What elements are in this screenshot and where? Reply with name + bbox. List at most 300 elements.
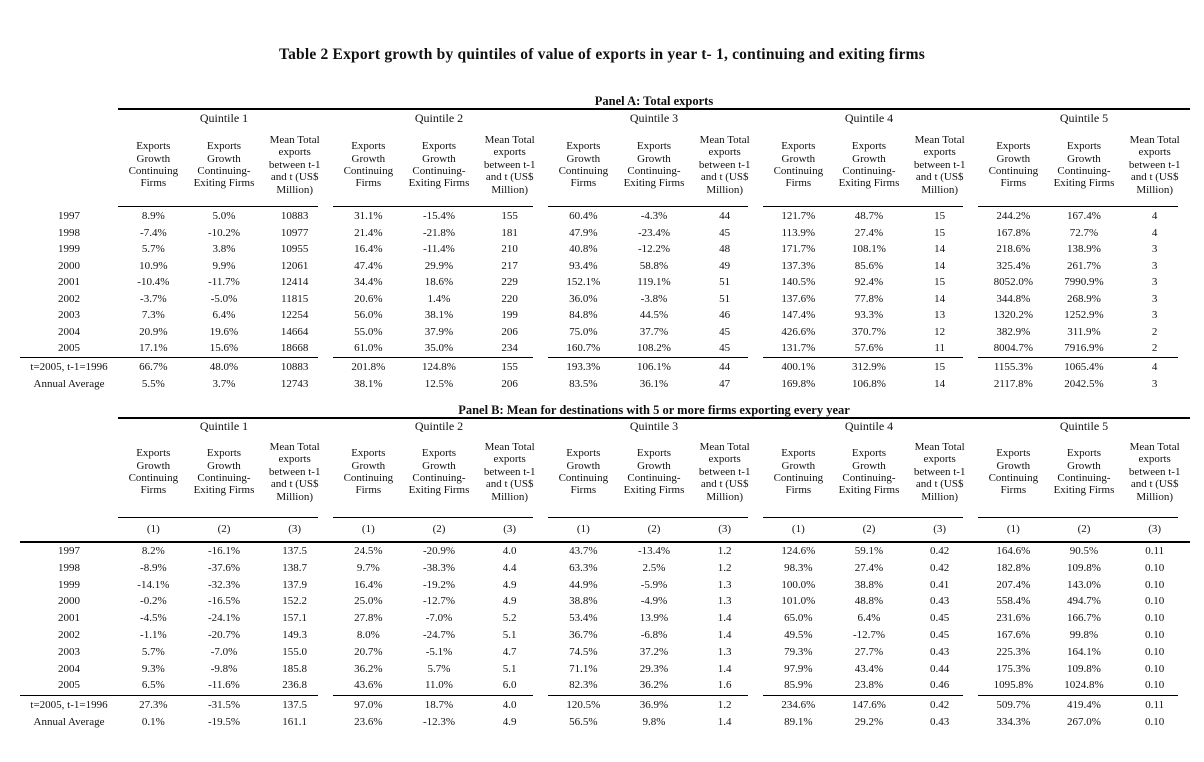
data-cell: 1.4% <box>427 292 451 305</box>
data-cell: 40.8% <box>569 243 598 255</box>
data-cell: 27.8% <box>354 612 383 625</box>
data-cell: 85.6% <box>854 259 884 272</box>
row-label: 2000 <box>58 595 80 608</box>
data-cell: 109.8% <box>1067 662 1101 675</box>
data-cell: 66.7% <box>139 361 168 373</box>
column-header <box>904 128 975 202</box>
column-header <box>1049 128 1120 202</box>
data-cell: 267.0% <box>1067 715 1101 728</box>
column-header-text: Exports Growth Continuing Firms <box>343 140 394 190</box>
data-cell: 15 <box>934 276 946 288</box>
data-cell: 169.8% <box>781 377 816 390</box>
data-cell: 21.4% <box>354 226 383 239</box>
data-cell: 38.1% <box>424 309 454 321</box>
data-cell: 27.7% <box>854 645 884 658</box>
data-cell: -12.7% <box>852 629 886 641</box>
data-cell: 29.3% <box>639 662 669 675</box>
column-header-text: Exports Growth Continuing Firms <box>773 447 824 497</box>
data-cell: 8.0% <box>356 629 380 641</box>
data-cell: -4.5% <box>140 612 167 625</box>
data-cell: 0.10 <box>1145 612 1165 625</box>
table-rule <box>548 206 748 207</box>
column-header <box>474 435 545 509</box>
data-cell: 4.9 <box>502 595 517 608</box>
row-label: t=2005, t-1=1996 <box>30 699 108 711</box>
data-cell: 5.0% <box>212 210 236 222</box>
column-header <box>834 128 905 202</box>
data-cell: -10.2% <box>207 226 241 239</box>
column-number: (2) <box>432 523 446 535</box>
data-cell: 29.9% <box>424 259 454 272</box>
data-cell: -7.0% <box>210 645 238 658</box>
data-cell: 558.4% <box>996 595 1031 608</box>
data-cell: 11815 <box>281 292 309 305</box>
data-cell: 0.46 <box>930 679 950 692</box>
quintile-label: Quintile 4 <box>844 111 894 125</box>
column-header <box>689 435 760 509</box>
data-cell: 56.0% <box>354 309 383 321</box>
data-cell: -7.0% <box>425 612 453 625</box>
data-cell: -11.6% <box>208 679 240 692</box>
data-cell: 5.5% <box>141 377 165 390</box>
data-cell: 494.7% <box>1067 595 1101 608</box>
data-cell: 1.4 <box>717 612 732 625</box>
panel-b <box>0 401 1204 737</box>
data-cell: 12254 <box>280 309 309 321</box>
column-number: (2) <box>1077 523 1091 535</box>
data-cell: 15 <box>934 361 946 373</box>
column-header <box>474 128 545 202</box>
data-cell: 100.0% <box>781 578 816 591</box>
data-cell: 140.5% <box>781 276 816 288</box>
data-cell: 382.9% <box>996 325 1031 338</box>
data-cell: 10977 <box>280 226 309 239</box>
column-header <box>548 128 619 202</box>
quintile-label: Quintile 2 <box>414 419 464 433</box>
data-cell: 49 <box>719 259 731 272</box>
column-number: (1) <box>791 523 805 535</box>
data-cell: 124.8% <box>422 361 456 373</box>
data-cell: 4 <box>1151 361 1158 373</box>
data-cell: 12061 <box>280 259 309 272</box>
data-cell: 0.41 <box>930 578 950 591</box>
data-cell: 210 <box>501 243 518 255</box>
quintile-label: Quintile 3 <box>629 111 679 125</box>
data-cell: 106.1% <box>637 361 671 373</box>
data-cell: 137.5 <box>282 699 308 711</box>
column-header <box>978 128 1049 202</box>
data-cell: 1.2 <box>717 545 732 557</box>
data-cell: 51 <box>719 292 731 305</box>
column-header <box>763 128 834 202</box>
data-cell: -19.5% <box>207 715 241 728</box>
data-cell: 99.8% <box>1069 629 1099 641</box>
data-cell: 0.45 <box>930 629 950 641</box>
column-number: (2) <box>647 523 661 535</box>
data-cell: 229 <box>501 276 518 288</box>
data-cell: 57.6% <box>854 342 884 354</box>
data-cell: 77.8% <box>854 292 884 305</box>
data-cell: 9.7% <box>356 561 380 574</box>
data-cell: 49.5% <box>784 629 813 641</box>
data-cell: 167.4% <box>1067 210 1101 222</box>
column-header-text: Exports Growth Continuing Firms <box>128 140 179 190</box>
table-rule <box>20 695 318 696</box>
data-cell: 344.8% <box>996 292 1031 305</box>
data-cell: 0.10 <box>1145 629 1165 641</box>
column-header-text: Exports Growth Continuing-Exiting Firms <box>838 447 900 497</box>
data-cell: 48.7% <box>854 210 884 222</box>
data-cell: 25.0% <box>354 595 383 608</box>
data-cell: 7916.9% <box>1064 342 1104 354</box>
data-cell: 58.8% <box>639 259 669 272</box>
data-cell: 9.9% <box>212 259 236 272</box>
data-cell: 138.9% <box>1067 243 1101 255</box>
data-cell: -37.6% <box>207 561 241 574</box>
data-cell: 312.9% <box>852 361 886 373</box>
data-cell: 12 <box>934 325 946 338</box>
data-cell: 0.43 <box>930 595 950 608</box>
table-rule <box>763 695 963 696</box>
data-cell: 268.9% <box>1067 292 1101 305</box>
column-header-text: Exports Growth Continuing-Exiting Firms <box>408 140 470 190</box>
data-cell: 1.2 <box>717 699 732 711</box>
data-cell: 92.4% <box>854 276 884 288</box>
column-header <box>548 435 619 509</box>
column-number: (1) <box>576 523 590 535</box>
data-cell: 15 <box>934 226 946 239</box>
data-cell: 1.2 <box>717 561 732 574</box>
data-cell: 3 <box>1151 292 1158 305</box>
column-header <box>1119 128 1190 202</box>
row-label: 2004 <box>58 662 80 675</box>
data-cell: 1155.3% <box>993 361 1033 373</box>
data-cell: -3.7% <box>140 292 167 305</box>
data-cell: 16.4% <box>354 578 383 591</box>
data-cell: -5.0% <box>210 292 238 305</box>
data-cell: 10883 <box>280 210 309 222</box>
data-cell: -5.9% <box>640 578 668 591</box>
data-cell: 0.10 <box>1145 645 1165 658</box>
row-label: 2003 <box>58 309 80 321</box>
column-header-text: Exports Growth Continuing-Exiting Firms <box>193 140 255 190</box>
data-cell: 0.11 <box>1145 545 1165 557</box>
column-number: (1) <box>1006 523 1020 535</box>
row-label: 2005 <box>58 342 80 354</box>
column-header-text: Exports Growth Continuing-Exiting Firms <box>193 447 255 497</box>
column-header-text: Exports Growth Continuing-Exiting Firms <box>623 447 685 497</box>
data-cell: 244.2% <box>996 210 1031 222</box>
data-cell: -23.4% <box>637 226 671 239</box>
data-cell: 36.0% <box>569 292 598 305</box>
data-cell: 82.3% <box>569 679 598 692</box>
table-rule <box>333 357 533 358</box>
data-cell: 36.2% <box>354 662 383 675</box>
data-cell: 185.8 <box>282 662 308 675</box>
data-cell: 36.1% <box>639 377 669 390</box>
data-cell: 220 <box>501 292 518 305</box>
panel-caption: Panel A: Total exports <box>594 94 714 108</box>
data-cell: 20.7% <box>354 645 383 658</box>
data-cell: -9.8% <box>210 662 238 675</box>
data-cell: 1.4 <box>717 662 732 675</box>
data-cell: -11.4% <box>423 243 455 255</box>
data-cell: 166.7% <box>1067 612 1101 625</box>
column-header-text: Mean Total exports between t-1 and t (US$ Million) <box>1128 440 1181 503</box>
table-rule <box>118 517 318 518</box>
data-cell: 400.1% <box>781 361 816 373</box>
data-cell: 182.8% <box>996 561 1031 574</box>
data-cell: 0.42 <box>930 545 950 557</box>
data-cell: 72.7% <box>1069 226 1099 239</box>
data-cell: -38.3% <box>422 561 456 574</box>
data-cell: 181 <box>501 226 518 239</box>
data-cell: 75.0% <box>569 325 598 338</box>
column-header <box>763 435 834 509</box>
data-cell: 0.11 <box>1145 699 1165 711</box>
data-cell: 93.4% <box>569 259 598 272</box>
data-cell: 24.5% <box>354 545 383 557</box>
data-cell: -6.8% <box>640 629 668 641</box>
data-cell: 3 <box>1151 243 1158 255</box>
data-cell: 106.8% <box>852 377 886 390</box>
column-header-text: Exports Growth Continuing Firms <box>558 447 609 497</box>
data-cell: 121.7% <box>781 210 816 222</box>
data-cell: 6.0 <box>502 679 517 692</box>
column-header-text: Mean Total exports between t-1 and t (US$ Million) <box>1128 133 1181 196</box>
data-cell: 206 <box>501 377 518 390</box>
data-cell: 206 <box>501 325 518 338</box>
data-cell: 3 <box>1151 259 1158 272</box>
data-cell: 59.1% <box>854 545 884 557</box>
data-cell: 5.1 <box>502 629 517 641</box>
data-cell: 120.5% <box>566 699 601 711</box>
data-cell: 4 <box>1151 226 1158 239</box>
data-cell: 334.3% <box>996 715 1031 728</box>
data-cell: 18.7% <box>424 699 454 711</box>
data-cell: 1.4 <box>717 629 732 641</box>
table-rule <box>763 517 963 518</box>
data-cell: 65.0% <box>784 612 813 625</box>
data-cell: 5.1 <box>502 662 517 675</box>
table-rule <box>118 206 318 207</box>
data-cell: 419.4% <box>1067 699 1101 711</box>
data-cell: 175.3% <box>996 662 1031 675</box>
data-cell: 152.2 <box>282 595 308 608</box>
data-cell: 0.10 <box>1145 561 1165 574</box>
data-cell: 90.5% <box>1069 545 1099 557</box>
table-rule <box>333 695 533 696</box>
data-cell: 2.5% <box>642 561 666 574</box>
data-cell: -21.8% <box>422 226 456 239</box>
data-cell: 15 <box>934 210 946 222</box>
data-cell: 234 <box>501 342 518 354</box>
data-cell: 20.9% <box>139 325 168 338</box>
column-header <box>904 435 975 509</box>
data-cell: 4.9 <box>502 578 517 591</box>
data-cell: -3.8% <box>640 292 668 305</box>
column-header <box>1119 435 1190 509</box>
data-cell: 0.42 <box>930 699 950 711</box>
data-cell: 74.5% <box>569 645 598 658</box>
data-cell: 4.7 <box>502 645 517 658</box>
data-cell: 43.4% <box>854 662 884 675</box>
data-cell: 124.6% <box>781 545 816 557</box>
data-cell: 108.2% <box>637 342 671 354</box>
data-cell: 147.4% <box>781 309 816 321</box>
column-header <box>978 435 1049 509</box>
data-cell: 11.0% <box>424 679 453 692</box>
data-cell: 10955 <box>280 243 309 255</box>
data-cell: 167.8% <box>996 226 1031 239</box>
column-header <box>689 128 760 202</box>
data-cell: 5.7% <box>427 662 451 675</box>
data-cell: 0.43 <box>930 645 950 658</box>
column-header-text: Mean Total exports between t-1 and t (US$ Million) <box>913 133 966 196</box>
data-cell: 137.6% <box>781 292 816 305</box>
data-cell: 44 <box>719 361 731 373</box>
data-cell: 231.6% <box>996 612 1031 625</box>
data-cell: 109.8% <box>1067 561 1101 574</box>
data-cell: 34.4% <box>354 276 383 288</box>
table-rule <box>978 517 1178 518</box>
data-cell: 155 <box>501 361 518 373</box>
column-header <box>834 435 905 509</box>
data-cell: 48.0% <box>209 361 239 373</box>
data-cell: -7.4% <box>140 226 167 239</box>
data-cell: 3.8% <box>212 243 236 255</box>
data-cell: 4.9 <box>502 715 517 728</box>
data-cell: 53.4% <box>569 612 598 625</box>
column-number: (3) <box>1148 523 1162 535</box>
row-label: 1998 <box>58 561 80 574</box>
data-cell: -32.3% <box>207 578 241 591</box>
column-header <box>333 435 404 509</box>
data-cell: 38.8% <box>569 595 598 608</box>
column-header-text: Mean Total exports between t-1 and t (US$ Million) <box>698 440 751 503</box>
data-cell: 84.8% <box>569 309 598 321</box>
column-header <box>619 128 690 202</box>
data-cell: 201.8% <box>351 361 386 373</box>
row-label: 1997 <box>58 210 80 222</box>
column-header-text: Exports Growth Continuing-Exiting Firms <box>1053 447 1115 497</box>
column-header <box>189 435 260 509</box>
data-cell: 7990.9% <box>1064 276 1104 288</box>
data-cell: 31.1% <box>354 210 383 222</box>
data-cell: 1.3 <box>717 595 732 608</box>
data-cell: 147.6% <box>852 699 886 711</box>
data-cell: 12414 <box>280 276 309 288</box>
column-header-text: Exports Growth Continuing Firms <box>558 140 609 190</box>
data-cell: -31.5% <box>207 699 241 711</box>
data-cell: 207.4% <box>996 578 1031 591</box>
data-cell: -20.7% <box>207 629 241 641</box>
data-cell: -14.1% <box>137 578 170 591</box>
data-cell: 234.6% <box>781 699 816 711</box>
row-label: 2002 <box>58 292 80 305</box>
data-cell: -4.3% <box>640 210 668 222</box>
data-cell: 44.5% <box>639 309 669 321</box>
data-cell: 45 <box>719 325 731 338</box>
data-cell: 79.3% <box>784 645 813 658</box>
data-cell: 426.6% <box>781 325 816 338</box>
row-label: 1997 <box>58 545 80 557</box>
column-header-text: Mean Total exports between t-1 and t (US$ Million) <box>483 133 536 196</box>
panel-a <box>0 92 1204 398</box>
data-cell: -19.2% <box>422 578 456 591</box>
data-cell: 71.1% <box>569 662 598 675</box>
quintile-label: Quintile 1 <box>199 419 249 433</box>
data-cell: -12.2% <box>637 243 671 255</box>
row-label: 2002 <box>58 629 80 641</box>
data-cell: 44.9% <box>569 578 598 591</box>
data-cell: 131.7% <box>781 342 816 354</box>
data-cell: 14 <box>934 259 946 272</box>
data-cell: 44 <box>719 210 731 222</box>
data-cell: 13 <box>934 309 946 321</box>
data-cell: 113.9% <box>781 226 816 239</box>
table-rule <box>763 206 963 207</box>
data-cell: 2 <box>1151 342 1158 354</box>
table-rule <box>548 695 748 696</box>
data-cell: 149.3 <box>282 629 308 641</box>
row-label: 1999 <box>58 578 80 591</box>
data-cell: 36.2% <box>639 679 669 692</box>
column-header-text: Exports Growth Continuing-Exiting Firms <box>408 447 470 497</box>
row-label: t=2005, t-1=1996 <box>30 361 108 373</box>
data-cell: 3.7% <box>212 377 236 390</box>
data-cell: 509.7% <box>996 699 1031 711</box>
data-cell: -1.1% <box>140 629 167 641</box>
data-cell: -10.4% <box>137 276 170 288</box>
row-label: 2001 <box>58 612 80 625</box>
data-cell: 4.0 <box>502 699 517 711</box>
data-cell: 10.9% <box>139 259 168 272</box>
data-cell: 35.0% <box>424 342 454 354</box>
data-cell: 0.45 <box>930 612 950 625</box>
data-cell: 108.1% <box>852 243 886 255</box>
data-cell: 6.4% <box>212 309 236 321</box>
data-cell: 101.0% <box>781 595 816 608</box>
column-header-text: Mean Total exports between t-1 and t (US$ Million) <box>268 133 321 196</box>
data-cell: 137.9 <box>282 578 308 591</box>
data-cell: 27.4% <box>854 226 884 239</box>
row-label: 2001 <box>58 276 80 288</box>
data-cell: 1095.8% <box>993 679 1034 692</box>
data-cell: 48.8% <box>854 595 884 608</box>
data-cell: 4.4 <box>502 561 517 574</box>
data-cell: 63.3% <box>569 561 598 574</box>
table-rule <box>118 108 1190 110</box>
data-cell: 83.5% <box>569 377 598 390</box>
data-cell: 47 <box>719 377 731 390</box>
data-cell: 6.4% <box>857 612 881 625</box>
data-cell: 164.1% <box>1067 645 1101 658</box>
column-number: (2) <box>217 523 231 535</box>
column-header-text: Mean Total exports between t-1 and t (US$ Million) <box>268 440 321 503</box>
row-label: 2000 <box>58 259 80 272</box>
data-cell: 10883 <box>280 361 309 373</box>
data-cell: 7.3% <box>141 309 165 321</box>
data-cell: 8052.0% <box>993 276 1034 288</box>
row-label: 2004 <box>58 325 80 338</box>
data-cell: 43.6% <box>354 679 383 692</box>
data-cell: 1065.4% <box>1064 361 1104 373</box>
column-header <box>333 128 404 202</box>
data-cell: 46 <box>719 309 731 321</box>
column-header-text: Exports Growth Continuing Firms <box>128 447 179 497</box>
column-header <box>404 435 475 509</box>
